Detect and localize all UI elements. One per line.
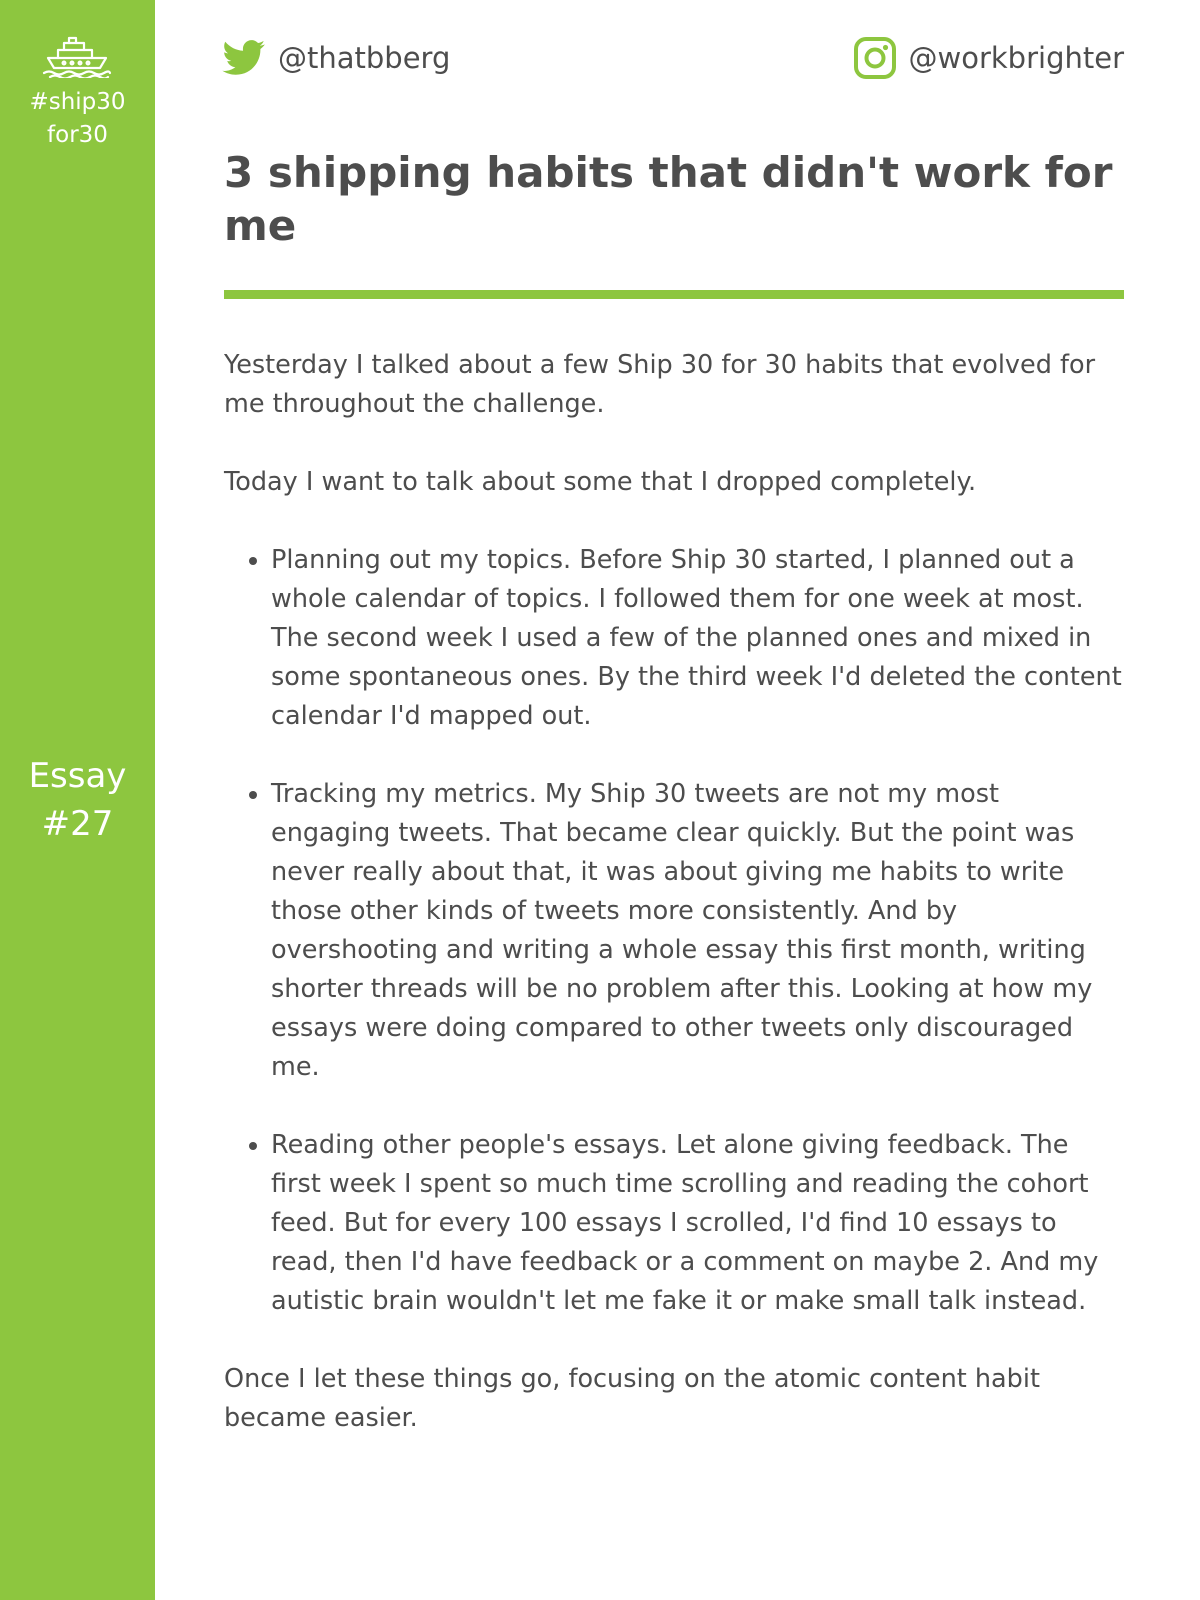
twitter-handle-link[interactable] [222,36,450,80]
twitter-handle-text: @thatbberg [278,41,451,75]
instagram-icon [853,36,897,80]
instagram-handle-text: @workbrighter [908,41,1124,75]
hashtag-line-1: #ship30 [29,89,126,115]
habits-list [224,541,1124,1321]
intro-paragraph: Yesterday I talked about a few Ship 30 for 30 habits that evolved for me throughout the challenge. [224,350,1096,419]
list-item: • Tracking my metrics. My Ship 30 tweets are not my most engaging tweets. That became clear quickly. But the point was never really about that, it was about giving me habits to write those other kinds of tweets more consistently. And by overshooting and writing a whole essay this first month, writing shorter threads will be no problem after this. Looking at how my essays were doing compared to other tweets only discouraged me. [271,775,1124,1087]
essay-line-1: Essay [28,756,127,796]
list-item: • Reading other people's essays. Let alone giving feedback. The first week I spent so much time scrolling and reading the cohort feed. But for every 100 essays I scrolled, I'd find 10 essays to read, then I'd have feedback or a comment on maybe 2. And my autistic brain wouldn't let me fake it or make small talk instead. [271,1126,1124,1321]
ship-icon [42,36,112,78]
sidebar [0,0,155,1600]
twitter-bird-icon [222,40,266,76]
lead-paragraph: Today I want to talk about some that I dropped completely. [224,467,977,497]
essay-number-label [0,752,155,848]
page-title: 3 shipping habits that didn't work for me [224,148,1113,250]
hashtag-label [0,86,155,152]
list-item: • Planning out my topics. Before Ship 30 started, I planned out a whole calendar of topics. I followed them for one week at most. The second week I used a few of the planned ones and mixed in some spontaneous ones. By the third week I'd deleted the content calendar I'd mapped out. [271,541,1124,736]
title-divider [224,290,1124,299]
closing-paragraph: Once I let these things go, focusing on the atomic content habit became easier. [224,1364,1040,1433]
instagram-handle-link[interactable] [853,36,1125,80]
essay-line-2: #27 [41,804,114,844]
essay-body [224,346,1124,1438]
hashtag-line-2: for30 [47,122,108,148]
